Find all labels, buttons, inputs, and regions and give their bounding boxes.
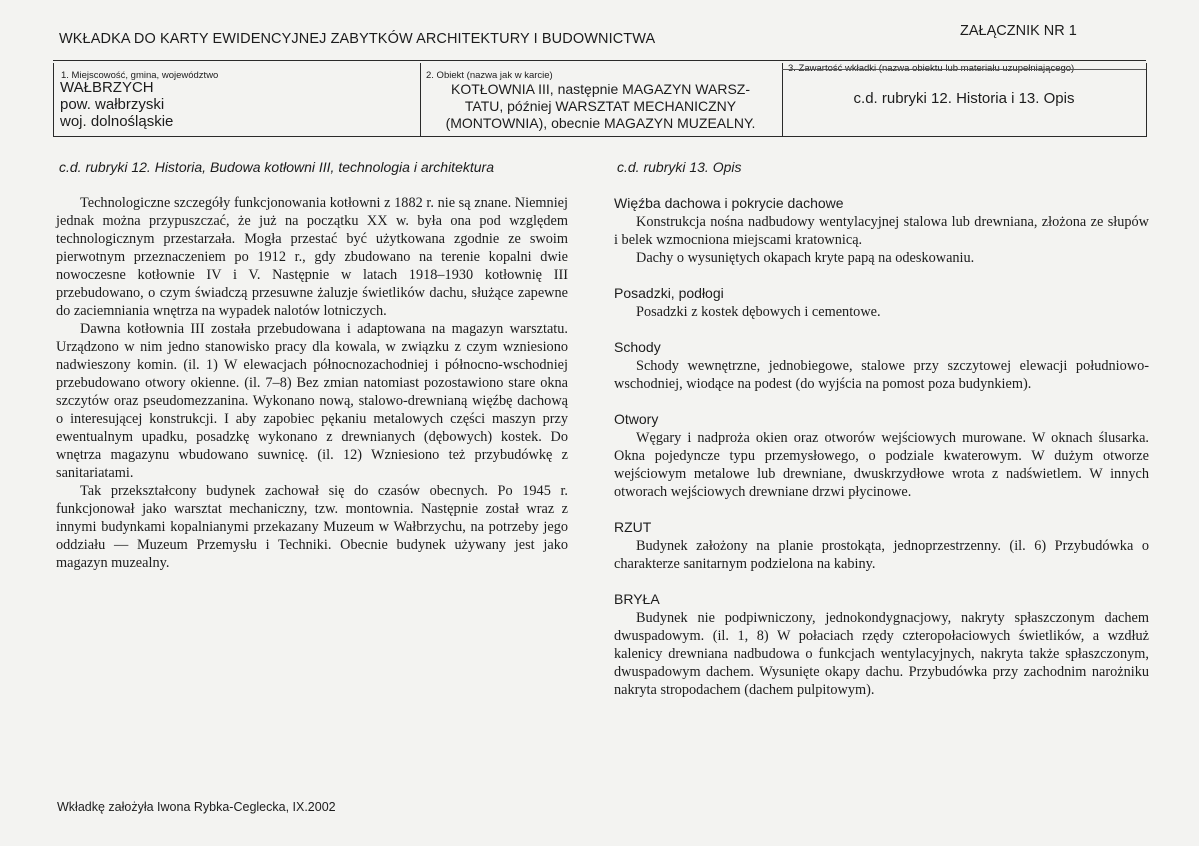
history-paragraph: Technologiczne szczegóły funkcjonowania kotłowni z 1882 r. nie są znane. Niemniej jednak można przypuszczać, że już na początku XX w. była ona pod względem technologicznym przestarzała. Mogła przestać być użytkowana zgodnie ze swoim pierwotnym przeznaczeniem po 1912 r., gdy zbudowano na terenie kopalni dwie nowoczesne kotłownie IV i V. Następnie w latach 1918–1930 kotłownię III przebudowano, o czym świadczą przesuwne żaluzje świetlików dachu, służące zapewne do zaciemniania wnętrza na wypadek nalotów lotniczych. (56, 195, 568, 319)
location-box (53, 63, 421, 137)
object-box (419, 63, 783, 137)
object-line: TATU, później WARSZTAT MECHANICZNY (464, 98, 737, 114)
section-paragraph: Schody wewnętrzne, jednobiegowe, stalowe przy szczytowej elewacji południowo-wschodniej, wiodące na podest (do wyjścia na pomost poza budynkiem). (614, 358, 1149, 392)
object-line: KOTŁOWNIA III, następnie MAGAZYN WARSZ- (451, 81, 750, 97)
section-title: Posadzki, podłogi (614, 285, 724, 301)
contents-box (782, 63, 1147, 137)
section-title: BRYŁA (614, 591, 660, 607)
section-title: Więźba dachowa i pokrycie dachowe (614, 195, 844, 211)
header-boxes (53, 63, 1146, 137)
contents-label: 3. Zawartość wkładki (nazwa obiektu lub materiału uzupełniającego) (788, 63, 1075, 74)
section-plan (614, 518, 1149, 573)
section-stairs (614, 338, 1149, 393)
history-paragraph: Tak przekształcony budynek zachował się do czasów obecnych. Po 1945 r. funkcjonował jako warsztat mechaniczny, tzw. montownia. Następnie został wraz z innymi budynkami kopalnianymi przekazany Muzeum w Wałbrzychu, na potrzeby jego oddziału — Muzeum Przemysłu i Techniki. Obecnie budynek używany jest jako magazyn muzealny. (56, 483, 568, 571)
location-label: 1. Miejscowość, gmina, województwo (61, 70, 219, 81)
section-title: RZUT (614, 519, 652, 535)
location-value (60, 79, 173, 130)
location-city: WAŁBRZYCH (60, 79, 154, 96)
description-column (614, 158, 1149, 716)
author-footer: Wkładkę założyła Iwona Rybka-Ceglecka, IX.2002 (57, 800, 336, 814)
history-column (56, 158, 568, 572)
description-heading: c.d. rubryki 13. Opis (617, 159, 742, 175)
section-openings (614, 410, 1149, 501)
object-label: 2. Obiekt (nazwa jak w karcie) (426, 70, 553, 81)
section-massing (614, 590, 1149, 699)
section-paragraph: Budynek nie podpiwniczony, jednokondygnacjowy, nakryty spłaszczonym dachem dwuspadowym. (il. 1, 8) W połaciach rzędy czteropołaciowych świetlików, a wzdłuż kalenicy drewniana nadbudowa o funkcjach wentylacyjnych, nakryta także spłaszczonym, dwuspadowym dachem. Wysunięte okapy dachu. Przybudówka przy zachodnim narożniku nakryta stropodachem (dachem pulpitowym). (614, 610, 1149, 698)
location-county: pow. wałbrzyski (60, 96, 165, 113)
section-title: Schody (614, 339, 661, 355)
contents-value: c.d. rubryki 12. Historia i 13. Opis (853, 90, 1075, 107)
object-line: (MONTOWNIA), obecnie MAGAZYN MUZEALNY. (445, 115, 756, 131)
section-paragraph: Węgary i nadproża okien oraz otworów wejściowych murowane. W oknach ślusarka. Okna pojedyncze typu przemysłowego, o podziale kwaterowym. W dużym otworze wejściowym metalowe lub drewniane, dwuskrzydłowe wrota z nadświetlem. W innych otworach wejściowych drewniane drzwi płycinowe. (614, 430, 1149, 500)
section-paragraph: Dachy o wysuniętych okapach kryte papą na odeskowaniu. (636, 250, 975, 266)
history-paragraph: Dawna kotłownia III została przebudowana i adaptowana na magazyn warsztatu. Urządzono w nim jedno stanowisko pracy dla kowala, w związku z czym wzniesiono nadwieszony komin. (il. 1) W elewacjach północnozachodniej i północno-wschodniej przebudowano otwory okienne. (il. 7–8) Bez zmian natomiast pozostawiono stare okna szczytów oraz pseudomezzanina. Wykonano nową, stalowo-drewnianą więźbę dachową o interesującej konstrukcji. I aby zapobiec pękaniu metalowych części maszyn przy ewentualnym upadku, posadzkę wykonano z drewnianych (dębowych) kostek. Do wnętrza magazynu wbudowano suwnicę. (il. 12) Wzniesiono też przybudówkę z sanitariatami. (56, 321, 568, 481)
section-paragraph: Budynek założony na planie prostokąta, jednoprzestrzenny. (il. 6) Przybudówka o charakterze sanitarnym podzielona na kabiny. (614, 538, 1149, 572)
section-paragraph: Posadzki z kostek dębowych i cementowe. (636, 304, 881, 320)
form-title: WKŁADKA DO KARTY EWIDENCYJNEJ ZABYTKÓW ARCHITEKTURY I BUDOWNICTWA (59, 31, 656, 47)
object-value (419, 81, 782, 132)
section-paragraph: Konstrukcja nośna nadbudowy wentylacyjnej stalowa lub drewniana, złożona ze słupów i belek wzmocniona miejscami kratownicą. (614, 214, 1149, 248)
annex-label: ZAŁĄCZNIK NR 1 (960, 23, 1077, 39)
section-floors (614, 284, 1149, 321)
top-rule (53, 60, 1146, 61)
location-voivodeship: woj. dolnośląskie (60, 113, 174, 130)
contents-rule (782, 69, 1146, 70)
history-heading: c.d. rubryki 12. Historia, Budowa kotłowni III, technologia i architektura (59, 159, 494, 175)
section-title: Otwory (614, 411, 659, 427)
section-roof (614, 194, 1149, 267)
